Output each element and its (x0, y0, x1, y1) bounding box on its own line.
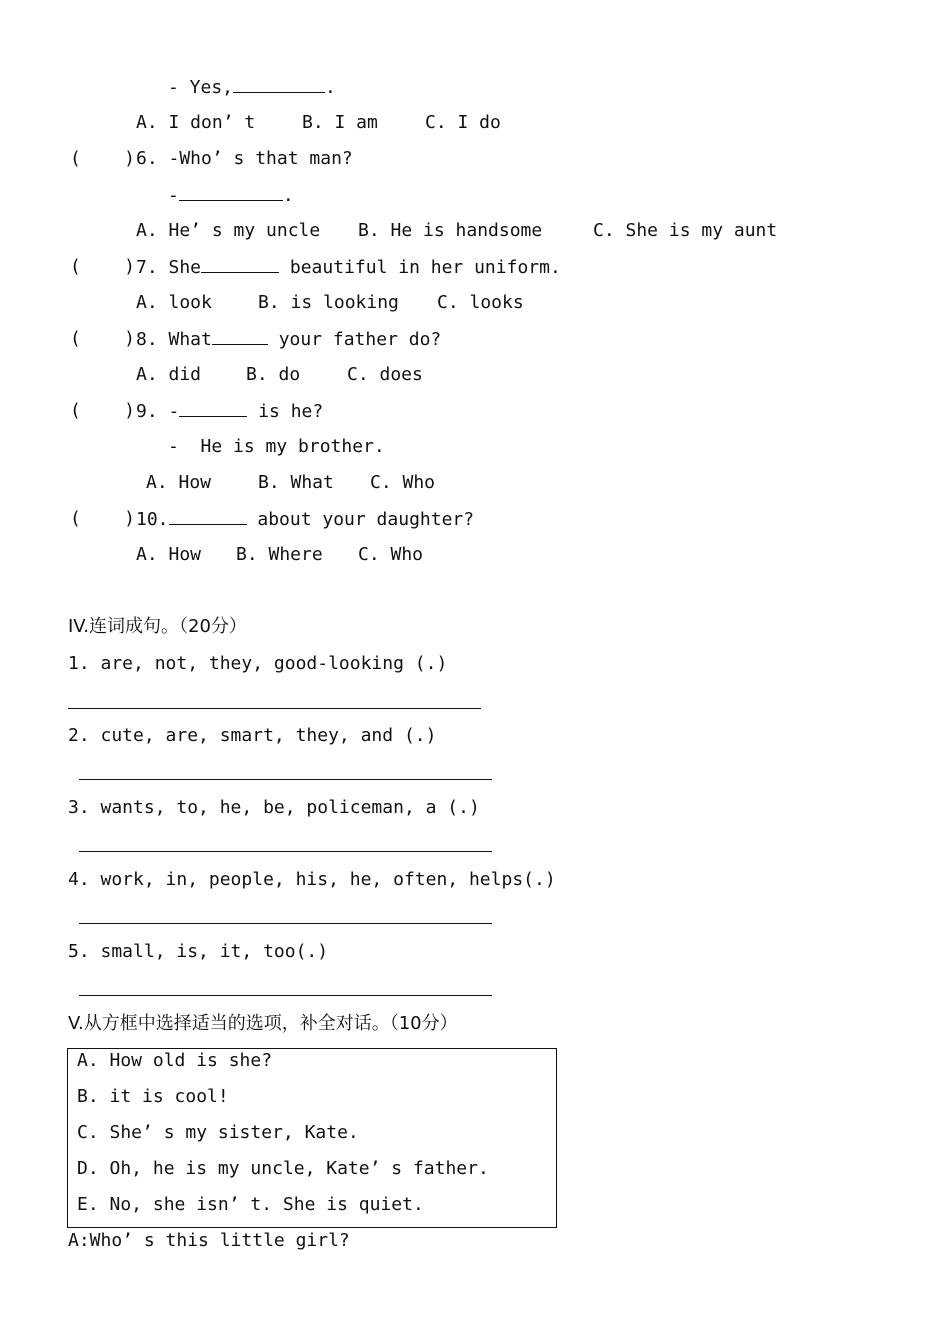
q9-option-a: A. How (146, 472, 212, 493)
q6-stem: 6. -Who’ s that man? (136, 148, 353, 169)
section5-title: V.从方框中选择适当的选项，补全对话。（10分） (68, 1013, 458, 1034)
s4-item-5: 5. small, is, it, too(.) (68, 941, 329, 962)
s4-answer-line-2[interactable] (79, 779, 492, 780)
q6-paren[interactable]: ( ) (70, 148, 136, 169)
q9-stem-after: is he? (247, 401, 324, 422)
q7-blank[interactable] (201, 256, 279, 273)
q6-answer-line (168, 184, 294, 207)
q8-stem-after: your father do? (267, 329, 442, 350)
q5-answer-line (168, 76, 336, 99)
s4-item-2: 2. cute, are, smart, they, and (.) (68, 725, 437, 746)
q8-option-c: C. does (347, 364, 423, 385)
q10-option-b: B. Where (236, 544, 323, 565)
q6-option-c: C. She is my aunt (593, 220, 778, 241)
q10-blank[interactable] (169, 508, 247, 525)
s4-answer-line-5[interactable] (79, 995, 492, 996)
q9-option-c: C. Who (370, 472, 436, 493)
q7-option-b: B. is looking (258, 292, 399, 313)
q10-option-c: C. Who (358, 544, 424, 565)
q6-answer-suffix: . (282, 185, 294, 206)
box-option-c: C. She’ s my sister, Kate. (77, 1122, 359, 1143)
q9-blank[interactable] (179, 400, 247, 417)
q8-stem-before: 8. What (136, 329, 212, 350)
q5-answer-prefix: - Yes, (168, 77, 234, 98)
q6-option-a: A. He’ s my uncle (136, 220, 321, 241)
q9-answer: - He is my brother. (168, 436, 385, 457)
q9-option-b: B. What (258, 472, 334, 493)
box-option-b: B. it is cool! (77, 1086, 229, 1107)
q5-answer-suffix: . (325, 77, 336, 98)
q6-option-b: B. He is handsome (358, 220, 543, 241)
section4-title: IV.连词成句。（20分） (68, 616, 247, 637)
q5-option-b: B. I am (302, 112, 378, 133)
q9-stem-before: 9. - (136, 401, 180, 422)
box-option-d: D. Oh, he is my uncle, Kate’ s father. (77, 1158, 489, 1179)
dialogue-line-1: A:Who’ s this little girl? (68, 1230, 350, 1251)
q9-stem (136, 400, 323, 423)
s4-answer-line-1[interactable] (68, 708, 481, 709)
q5-option-a: A. I don’ t (136, 112, 256, 133)
q6-answer-prefix: - (168, 185, 179, 206)
s4-item-4: 4. work, in, people, his, he, often, helps(.) (68, 869, 556, 890)
q7-paren[interactable]: ( ) (70, 256, 136, 277)
q6-answer-blank[interactable] (179, 184, 283, 201)
q8-paren[interactable]: ( ) (70, 328, 136, 349)
q5-answer-blank[interactable] (233, 76, 325, 93)
q7-stem (136, 256, 561, 279)
s4-item-3: 3. wants, to, he, be, policeman, a (.) (68, 797, 480, 818)
q8-option-b: B. do (246, 364, 301, 385)
s4-answer-line-4[interactable] (79, 923, 492, 924)
q8-blank[interactable] (212, 328, 268, 345)
q10-stem-after: about your daughter? (246, 509, 475, 530)
q10-stem-before: 10. (136, 509, 169, 530)
s4-item-1: 1. are, not, they, good-looking (.) (68, 653, 448, 674)
q7-stem-before: 7. She (136, 257, 202, 278)
q8-option-a: A. did (136, 364, 202, 385)
box-option-a: A. How old is she? (77, 1050, 273, 1071)
q7-option-a: A. look (136, 292, 212, 313)
q10-option-a: A. How (136, 544, 202, 565)
q5-option-c: C. I do (425, 112, 501, 133)
q8-stem (136, 328, 441, 351)
q9-paren[interactable]: ( ) (70, 400, 136, 421)
q7-option-c: C. looks (437, 292, 524, 313)
q10-stem (136, 508, 474, 531)
q10-paren[interactable]: ( ) (70, 508, 136, 529)
q7-stem-after: beautiful in her uniform. (279, 257, 561, 278)
s4-answer-line-3[interactable] (79, 851, 492, 852)
box-option-e: E. No, she isn’ t. She is quiet. (77, 1194, 424, 1215)
